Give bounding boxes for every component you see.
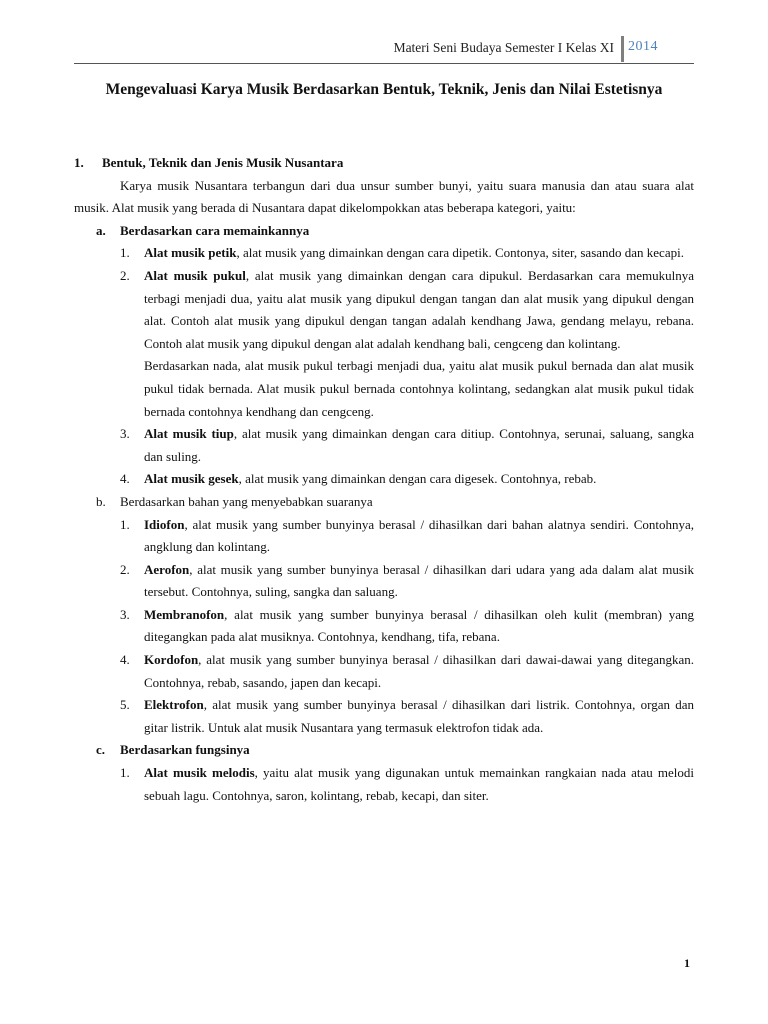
intro-paragraph: Karya musik Nusantara terbangun dari dua unsur sumber bunyi, yaitu suara manusia dan atau suara alat musik. Alat musik yang berada di Nusantara dapat dikelompokkan atas beberapa kategori, yaitu: — [74, 177, 694, 216]
list-item-number: 1. — [120, 516, 130, 532]
list-item — [120, 604, 694, 649]
list-item-text — [144, 468, 694, 491]
list-item-description: , alat musik yang sumber bunyinya berasal / dihasilkan dari udara yang ada dalam alat musik tersebut. Contohnya, suling, sangka dan saluang. — [144, 561, 694, 600]
document-body — [74, 152, 694, 807]
subsection-heading — [96, 739, 694, 762]
section-title: Bentuk, Teknik dan Jenis Musik Nusantara — [102, 155, 344, 170]
list-item-term: Elektrofon — [144, 697, 204, 713]
list-item-number: 4. — [120, 471, 130, 487]
subsection-letter: a. — [96, 222, 106, 238]
list-item-term: Aerofon — [144, 561, 190, 577]
list-item-text — [144, 514, 694, 559]
list-item-description: , alat musik yang sumber bunyinya berasal / dihasilkan dari listrik. Contohnya, organ dan gitar listrik. Untuk alat musik Nusantara yang termasuk elektrofon tidak ada. — [144, 697, 694, 735]
list-item-text — [144, 762, 694, 807]
page-number: 1 — [684, 956, 690, 970]
list-item — [120, 514, 694, 559]
list-item-text — [144, 649, 694, 694]
list-item-description: , alat musik yang sumber bunyinya berasal / dihasilkan dari dawai-dawai yang ditegangkan. Contohnya, rebab, sasando, japen dan kecapi. — [144, 652, 694, 690]
list-item-number: 4. — [120, 652, 130, 668]
list-item — [120, 649, 694, 694]
section-number: 1. — [74, 155, 84, 170]
list-item-description: , alat musik yang dimainkan dengan cara digesek. Contohnya, rebab. — [238, 471, 597, 487]
list-item-number: 3. — [120, 426, 130, 442]
list-item-description: , alat musik yang sumber bunyinya berasal / dihasilkan dari bahan alatnya sendiri. Contohnya, angklung dan kolintang. — [144, 516, 694, 555]
list-item — [120, 468, 694, 491]
list-item-term: Alat musik tiup — [144, 426, 234, 442]
subsection-title: Berdasarkan cara memainkannya — [120, 222, 310, 238]
subsection-letter: c. — [96, 742, 106, 758]
list-item — [120, 694, 694, 739]
list-item-term: Idiofon — [144, 516, 185, 532]
list-item-number: 3. — [120, 606, 130, 622]
header-year: 2014 — [628, 39, 658, 54]
list-item-term: Membranofon — [144, 606, 225, 622]
page-header — [74, 36, 694, 62]
header-separator — [621, 36, 624, 62]
list-item — [120, 762, 694, 807]
list-item-text — [144, 242, 694, 265]
list-item-number: 1. — [120, 765, 130, 781]
subsection-title: Berdasarkan bahan yang menyebabkan suaranya — [120, 493, 373, 509]
header-rule — [74, 63, 694, 64]
list-item-number: 2. — [120, 267, 130, 283]
list-item-term: Alat musik melodis — [144, 765, 255, 781]
list-item-text — [144, 559, 694, 604]
list-item-term: Kordofon — [144, 652, 199, 668]
list-item — [120, 242, 694, 265]
list-item-number: 2. — [120, 561, 130, 577]
document-title: Mengevaluasi Karya Musik Berdasarkan Bentuk, Teknik, Jenis dan Nilai Estetisnya — [105, 81, 663, 98]
header-title: Materi Seni Budaya Semester I Kelas XI — [393, 40, 614, 55]
list-item-description: , alat musik yang dimainkan dengan cara dipetik. Contonya, siter, sasando dan kecapi. — [236, 245, 684, 261]
list-item-term: Alat musik petik — [144, 245, 237, 261]
subsection-title: Berdasarkan fungsinya — [120, 742, 250, 758]
list-item-description: , alat musik yang dimainkan dengan cara ditiup. Contohnya, serunai, saluang, sangka dan suling. — [144, 426, 694, 464]
list-item-term: Alat musik gesek — [144, 471, 239, 487]
list-item-continuation: Berdasarkan nada, alat musik pukul terbagi menjadi dua, yaitu alat musik pukul bernada dan alat musik pukul tidak bernada. Alat musik pukul bernada contohnya kolintang, sedangkan alat musik pukul tidak bernada contohnya kendhang dan cengceng. — [144, 358, 694, 419]
list-item-description: , alat musik yang dimainkan dengan cara dipukul. Berdasarkan cara memukulnya terbagi menjadi dua, yaitu alat musik yang dipukul dengan tangan dan alat musik yang dipukul dengan alat. Contoh alat musik yang dipukul dengan tangan adalah kendhang Jawa, gendang melayu, rebana. Contoh alat musik yang dipukul dengan alat adalah kendhang bali, cengceng dan kolintang. — [144, 267, 694, 351]
subsection-heading — [96, 491, 694, 514]
list-item-text — [144, 604, 694, 649]
list-item-number: 5. — [120, 697, 130, 713]
list-item-text — [144, 423, 694, 468]
list-item-term: Alat musik pukul — [144, 267, 246, 283]
subsection-letter: b. — [96, 493, 106, 509]
list-item — [120, 423, 694, 468]
list-item-number: 1. — [120, 245, 130, 261]
list-item — [120, 559, 694, 604]
list-item-text — [144, 694, 694, 739]
list-item-text — [144, 265, 694, 355]
list-item-description: , alat musik yang sumber bunyinya berasal / dihasilkan oleh kulit (membran) yang ditegangkan pada alat musiknya. Contohnya, kendhang, tifa, rebana. — [144, 606, 694, 645]
list-item — [120, 265, 694, 355]
subsection-heading — [96, 220, 694, 243]
section-heading — [74, 152, 694, 175]
list-item-description: , yaitu alat musik yang digunakan untuk memainkan rangkaian nada atau melodi sebuah lagu. Contohnya, saron, kolintang, rebab, kecapi, dan siter. — [144, 765, 694, 803]
